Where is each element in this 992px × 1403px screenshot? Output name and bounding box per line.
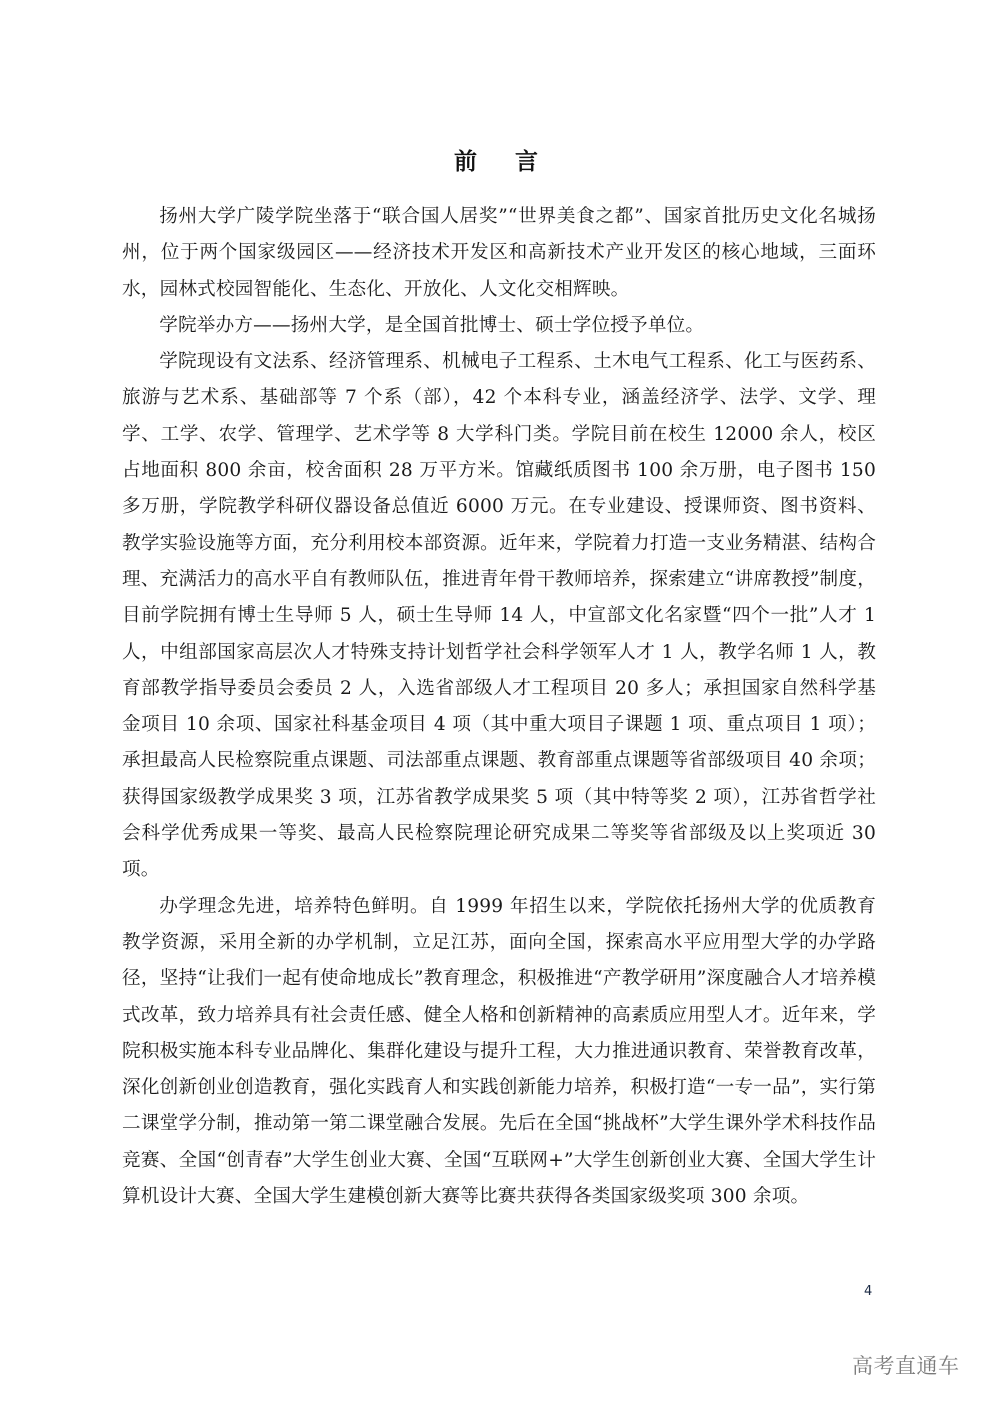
- paragraph-location: 扬州大学广陵学院坐落于“联合国人居奖”“世界美食之都”、国家首批历史文化名城扬州，位于两个国家级园区——经济技术开发区和高新技术产业开发区的核心地域，三面环水，园林式校园智能化、生态化、开放化、人文化交相辉映。: [122, 206, 876, 300]
- page-number: 4: [864, 1284, 873, 1299]
- page-title: 前言: [454, 149, 576, 176]
- body-text: [122, 199, 876, 1215]
- paragraph-sponsor: 学院举办方——扬州大学，是全国首批博士、硕士学位授予单位。: [159, 314, 705, 336]
- paragraph-departments-faculty: 学院现设有文法系、经济管理系、机械电子工程系、土木电气工程系、化工与医药系、旅游与艺术系、基础部等 7 个系（部），42 个本科专业，涵盖经济学、法学、文学、理学、工学、农学、管理学、艺术学等 8 大学科门类。学院目前在校生 12000 余人，校区占地面积 800 余亩，校舍面积 28 万平方米。馆藏纸质图书 100 余万册，电子图书 150 多万册，学院教学科研仪器设备总值近 6000 万元。在专业建设、授课师资、图书资料、教学实验设施等方面，充分利用校本部资源。近年来，学院着力打造一支业务精湛、结构合理、充满活力的高水平自有教师队伍，推进青年骨干教师培养，探索建立“讲席教授”制度，目前学院拥有博士生导师 5 人，硕士生导师 14 人，中宣部文化名家暨“四个一批”人才 1 人，中组部国家高层次人才特殊支持计划哲学社会科学领军人才 1 人，教学名师 1 人，教育部教学指导委员会委员 2 人，入选省部级人才工程项目 20 多人；承担国家自然科学基金项目 10 余项、国家社科基金项目 4 项（其中重大项目子课题 1 项、重点项目 1 项）；承担最高人民检察院重点课题、司法部重点课题、教育部重点课题等省部级项目 40 余项；获得国家级教学成果奖 3 项，江苏省教学成果奖 5 项（其中特等奖 2 项），江苏省哲学社会科学优秀成果一等奖、最高人民检察院理论研究成果二等奖等省部级及以上奖项近 30 项。: [122, 351, 876, 881]
- watermark: 高考直通车: [852, 1354, 960, 1378]
- paragraph-philosophy: 办学理念先进，培养特色鲜明。自 1999 年招生以来，学院依托扬州大学的优质教育教学资源，采用全新的办学机制，立足江苏，面向全国，探索高水平应用型大学的办学路径，坚持“让我们一起有使命地成长”教育理念，积极推进“产教学研用”深度融合人才培养模式改革，致力培养具有社会责任感、健全人格和创新精神的高素质应用型人才。近年来，学院积极实施本科专业品牌化、集群化建设与提升工程，大力推进通识教育、荣誉教育改革，深化创新创业创造教育，强化实践育人和实践创新能力培养，积极打造“一专一品”，实行第二课堂学分制，推动第一第二课堂融合发展。先后在全国“挑战杯”大学生课外学术科技作品竞赛、全国“创青春”大学生创业大赛、全国“互联网+”大学生创新创业大赛、全国大学生计算机设计大赛、全国大学生建模创新大赛等比赛共获得各类国家级奖项 300 余项。: [122, 895, 876, 1208]
